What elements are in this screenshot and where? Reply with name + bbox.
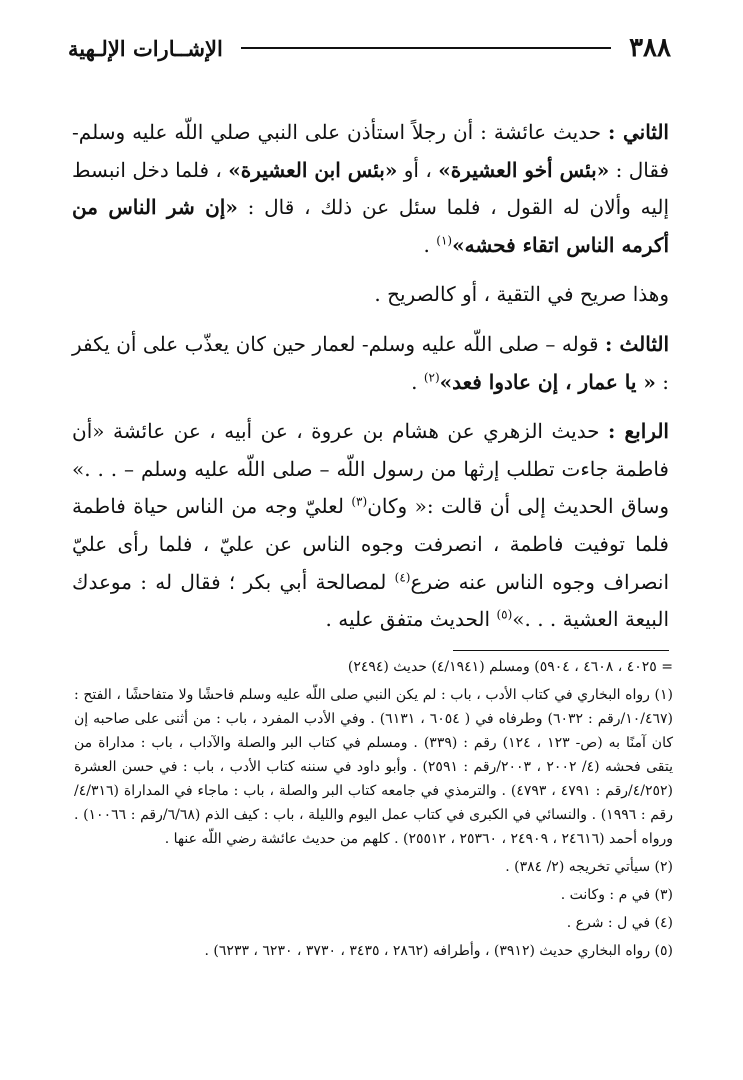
paragraph-lead: الثاني : <box>608 120 669 144</box>
footnote-ref: (٥) <box>496 607 513 622</box>
footnote-ref: (٢) <box>423 369 440 384</box>
paragraph-third <box>72 326 669 401</box>
footnote-ref: (٣) <box>351 494 368 509</box>
footnote-ref: (١) <box>436 233 453 248</box>
paragraph-text: الحديث متفق عليه . <box>325 607 497 632</box>
header-rule <box>241 47 611 49</box>
paragraph-text: حديث الزهري عن هشام بن عروة ، عن أبيه ، عن عائشة «أن فاطمة جاءت تطلب إرثها من رسول اللّه – صلى اللّه عليه وسلم – . . .» وساق الحديث إلى أن قالت :« وكان <box>72 419 669 519</box>
running-title: الإشــارات الإلـهية <box>68 35 223 61</box>
quote-bold: «إن شر الناس من أكرمه الناس اتقاء فحشه» <box>72 195 669 257</box>
paragraph-text: لعليّ وجه من الناس حياة فاطمة فلما توفيت فاطمة ، انصرفت وجوه الناس عن عليّ ، فلما رأى عليّ انصراف وجوه الناس عنه ضرع <box>72 494 670 594</box>
paragraph-comment <box>72 276 669 314</box>
quote-bold: «بئس ابن العشيرة» <box>228 157 398 182</box>
paragraph-text: وهذا صريح في التقية ، أو كالصريح . <box>374 282 669 307</box>
paragraph-text: ، أو <box>397 157 439 182</box>
footnote-continuation: = ٤٠٢٥ ، ٤٦٠٨ ، ٥٩٠٤) ومسلم (٤/١٩٤١) حديث (٢٤٩٤) <box>347 659 673 675</box>
footnote-5: (٥) رواه البخاري حديث (٣٩١٢) ، وأطرافه (٢٨٦٢ ، ٣٤٣٥ ، ٣٧٣٠ ، ٦٢٣٠ ، ٦٢٣٣) . <box>204 943 673 959</box>
main-text <box>72 114 669 639</box>
paragraph-text: لمصالحة أبي بكر ؛ فقال له : موعدك البيعة العشية . . .» <box>72 569 669 632</box>
footnote-3: (٣) في م : وكانت . <box>560 887 673 903</box>
page-number: ٣٨٨ <box>629 33 671 63</box>
footnotes <box>74 655 673 963</box>
paragraph-text: . <box>423 232 437 257</box>
paragraph-fourth <box>72 413 669 639</box>
paragraph-text: حديث عائشة : أن رجلاً استأذن على النبي صلي اللّه عليه وسلم- فقال : <box>72 120 670 182</box>
footnote-ref: (٤) <box>394 569 411 584</box>
footnote-separator <box>453 650 669 651</box>
paragraph-second <box>72 114 669 264</box>
paragraph-text: . <box>411 369 424 394</box>
footnote-4: (٤) في ل : شرع . <box>566 915 673 931</box>
quote-bold: « يا عمار ، إن عادوا فعد» <box>439 369 656 394</box>
page-header <box>68 30 671 66</box>
paragraph-text: ، فلما دخل انبسط إليه وألان له القول ، فلما سئل عن ذلك ، قال : <box>72 157 670 220</box>
footnote-1: (١) رواه البخاري في كتاب الأدب ، باب : لم يكن النبي صلى اللّه عليه وسلم فاحشًا ولا متفاحشًا ، الفتح : (١٠/٤٦٧/رقم : ٦٠٣٢) وطرفاه في ( ٦٠٥٤ ، ٦١٣١) . وفي الأدب المفرد ، باب : من أثنى على صاحبه إن كان آمنًا به (ص- ١٢٣ ، ١٢٤) رقم : (٣٣٩) . ومسلم في كتاب البر والصلة والآداب ، باب : مداراة من يتقى فحشه (٤/ ٢٠٠٢ ، ٢٠٠٣/رقم : ٢٥٩١) . وأبو داود في سننه كتاب الأدب ، باب : في حسن العشرة (٤/٢٥٢/رقم : ٤٧٩١ ، ٤٧٩٣) . والترمذي في جامعه كتاب البر والصلة ، باب : ماجاء في المداراة (٤/٣١٦/رقم : ١٩٩٦) . والنسائي في الكبرى في كتاب عمل اليوم والليلة ، باب : كيف الذم (٦/٦٨/رقم : ١٠٠٦٦) . ورواه أحمد (٢٤٦١٦ ، ٢٤٩٠٩ ، ٢٥٣٦٠ ، ٢٥٥١٢) . كلهم من حديث عائشة رضي اللّه عنها . <box>74 687 674 847</box>
footnote-2: (٢) سيأتي تخريجه (٢/ ٣٨٤) . <box>505 859 673 875</box>
quote-bold: «بئس أخو العشيرة» <box>438 157 610 182</box>
paragraph-text: قوله – صلى اللّه عليه وسلم- لعمار حين كان يعذّب على أن يكفر : <box>72 331 669 394</box>
paragraph-lead: الثالث : <box>605 331 670 356</box>
paragraph-lead: الرابع : <box>608 419 669 444</box>
